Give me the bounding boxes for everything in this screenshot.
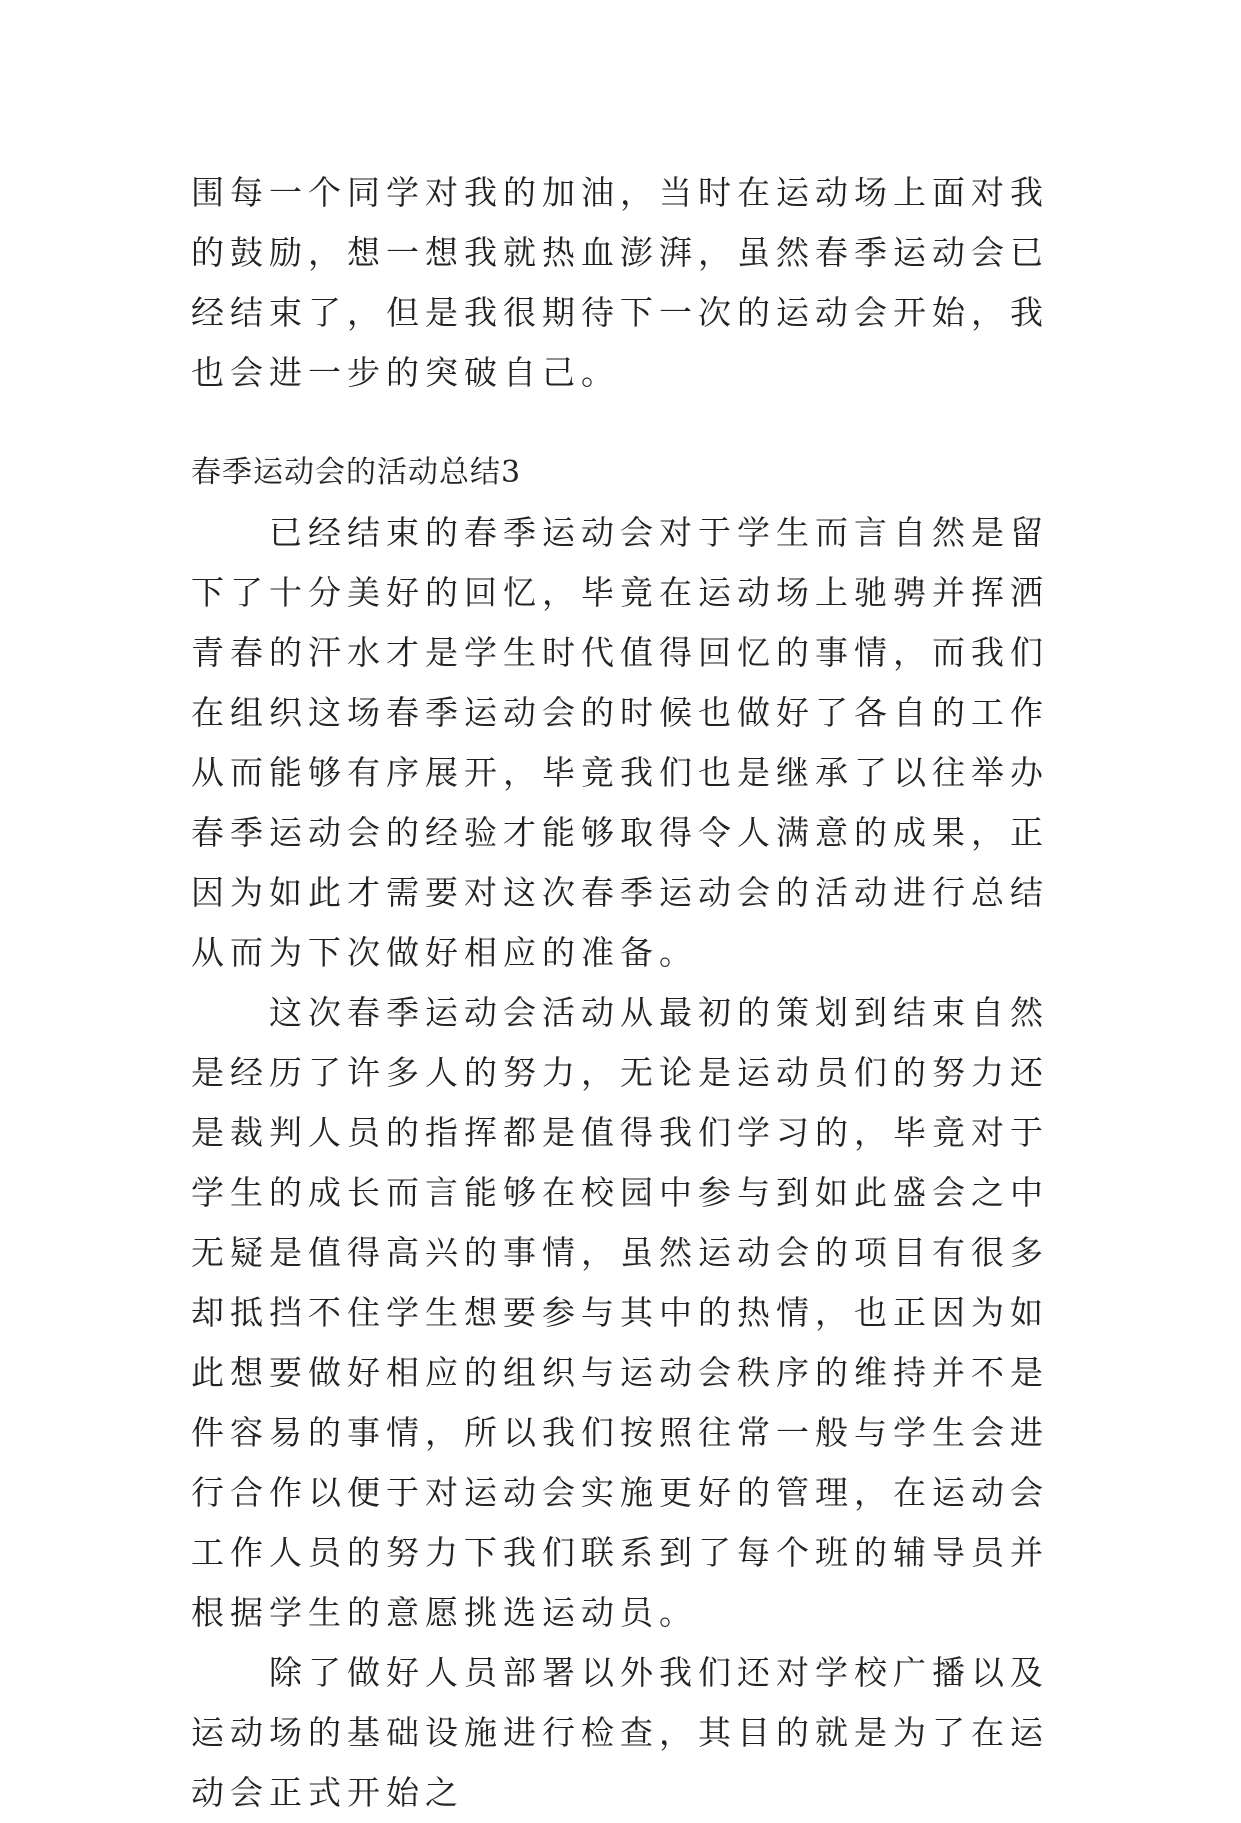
paragraph-2: 这次春季运动会活动从最初的策划到结束自然是经历了许多人的努力，无论是运动员们的努力还是裁判人员的指挥都是值得我们学习的，毕竟对于学生的成长而言能够在校园中参与到如此盛会之中无疑是值得高兴的事情，虽然运动会的项目有很多却抵挡不住学生想要参与其中的热情，也正因为如此想要做好相应的组织与运动会秩序的维持并不是件容易的事情，所以我们按照往常一般与学生会进行合作以便于对运动会实施更好的管理，在运动会工作人员的努力下我们联系到了每个班的辅导员并根据学生的意愿挑选运动员。 xyxy=(191,993,1049,1632)
section-heading: 春季运动会的活动总结3 xyxy=(191,455,522,490)
paragraph-continued: 围每一个同学对我的加油，当时在运动场上面对我的鼓励，想一想我就热血澎湃，虽然春季运动会已经结束了，但是我很期待下一次的运动会开始，我也会进一步的突破自己。 xyxy=(191,173,1049,392)
paragraph-1: 已经结束的春季运动会对于学生而言自然是留下了十分美好的回忆，毕竟在运动场上驰骋并挥洒青春的汗水才是学生时代值得回忆的事情，而我们在组织这场春季运动会的时候也做好了各自的工作从而能够有序展开，毕竟我们也是继承了以往举办春季运动会的经验才能够取得令人满意的成果，正因为如此才需要对这次春季运动会的活动进行总结从而为下次做好相应的准备。 xyxy=(191,513,1049,972)
paragraph-3: 除了做好人员部署以外我们还对学校广播以及运动场的基础设施进行检查，其目的就是为了在运动会正式开始之 xyxy=(191,1653,1049,1812)
document-body xyxy=(191,163,1051,1823)
